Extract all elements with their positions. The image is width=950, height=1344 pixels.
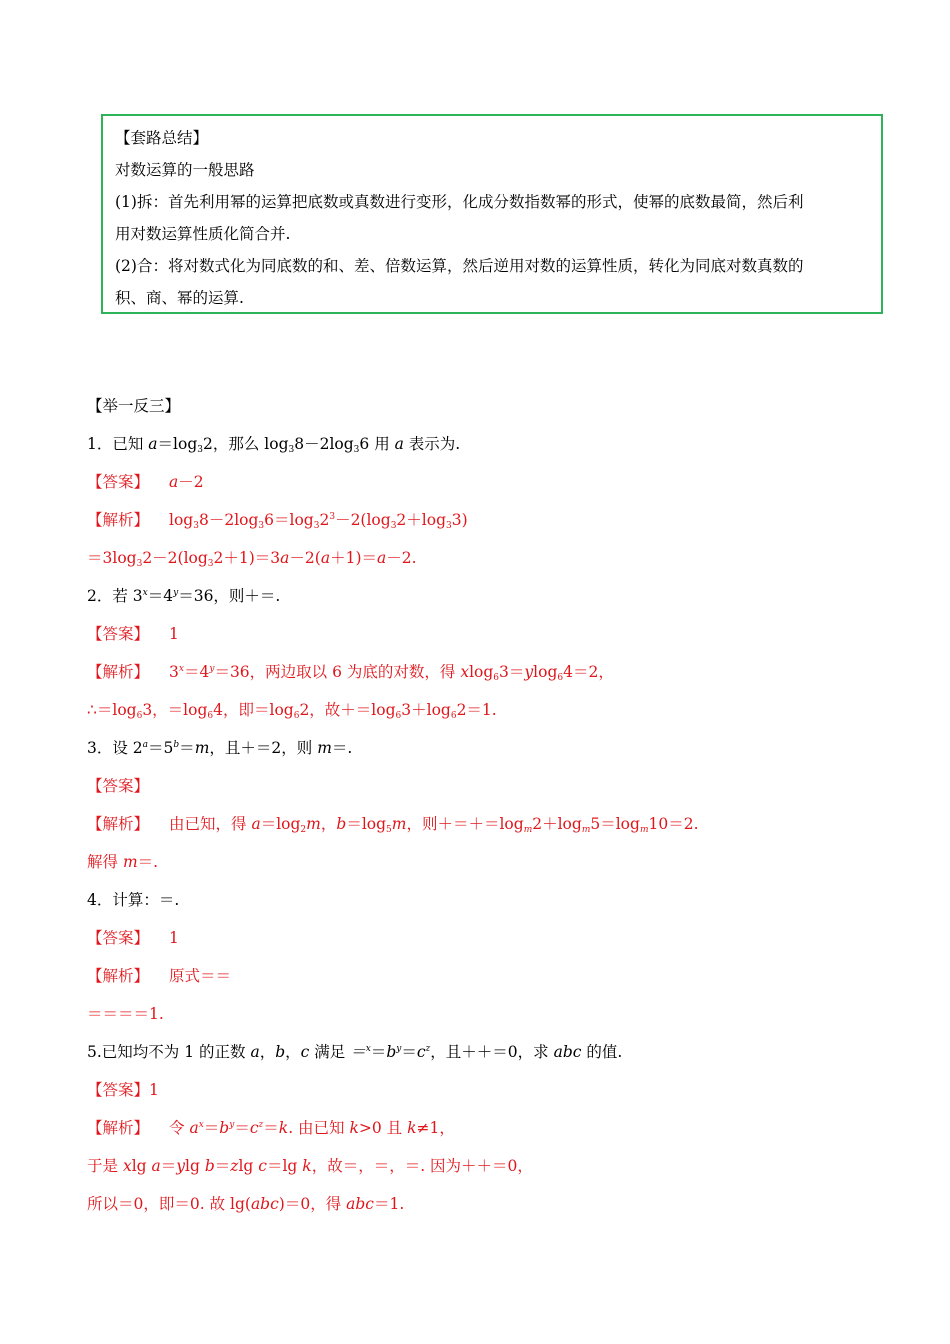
question-1: 1．已知 $a=\log_32$，那么 $\log_38-2\log_36$ 用 a 表示为.: [87, 435, 461, 455]
answer-label: 【答案】: [87, 777, 150, 795]
summary-box: [101, 114, 883, 314]
answer-3: [87, 776, 149, 796]
analysis-label: 【解析】: [87, 815, 150, 833]
answer-label: 【答案】: [87, 473, 150, 491]
summary-subtitle: 对数运算的一般思路: [115, 161, 255, 179]
answer-2: 【答案】 1: [87, 625, 179, 643]
answer-4: 【答案】 1: [87, 929, 179, 947]
analysis-4-line-1: 【解析】 原式＝＝: [87, 967, 232, 985]
summary-heading: 【套路总结】: [115, 129, 209, 147]
analysis-4-line-2: ＝＝＝＝1.: [87, 1005, 164, 1023]
question-3: 3．设 $2^a=5^b=m$，且＋＝2，则 m＝.: [87, 739, 353, 757]
summary-point-2b: 积、商、幂的运算.: [115, 289, 244, 307]
summary-point-2a: (2)合：将对数式化为同底数的和、差、倍数运算，然后逆用对数的运算性质，转化为同底对数真数的: [115, 257, 804, 275]
answer-label: 【答案】: [87, 929, 150, 947]
analysis-1-line-2: $=3\log_32-2(\log_32+1)=3a-2(a+1)=a-2$.: [87, 549, 417, 569]
answer-label: 【答案】: [87, 625, 150, 643]
analysis-2-line-2: $\therefore=\log_63$，$=\log_64$，即$=\log_62$，故$+=\log_63+\log_62=1$.: [87, 701, 497, 721]
answer-1: 【答案】 a－2: [87, 473, 204, 491]
analysis-label: 【解析】: [87, 967, 150, 985]
section-title: 【举一反三】: [87, 397, 181, 415]
question-5: 5.已知均不为 1 的正数 a，b，c 满足 $=^x=b^y=c^z$，且＋＋＝0，求 abc 的值.: [87, 1043, 623, 1061]
question-4: 4．计算：＝.: [87, 891, 180, 909]
analysis-5-line-2: 于是 xlg a＝ylg b＝zlg c＝lg k，故＝，＝，＝. 因为＋＋＝0，: [87, 1157, 533, 1175]
question-2: 2．若 $3^x=4^y=36$，则＋＝.: [87, 587, 281, 605]
analysis-5-line-1: 【解析】 令 $a^x=b^y=c^z=k$. 由已知 k>0 且 k≠1，: [87, 1119, 455, 1137]
analysis-label: 【解析】: [87, 663, 150, 681]
analysis-2-line-1: 【解析】 $3^x=4^y=36$，两边取以 6 为底的对数，得 xlog$_6$3＝ylog$_6$4＝2，: [87, 663, 614, 683]
analysis-label: 【解析】: [87, 1119, 150, 1137]
summary-point-1a: (1)拆：首先利用幂的运算把底数或真数进行变形，化成分数指数幂的形式，使幂的底数最简，然后利: [115, 193, 804, 211]
analysis-label: 【解析】: [87, 511, 150, 529]
answer-5: 【答案】1: [87, 1081, 159, 1099]
summary-point-1b: 用对数运算性质化简合并.: [115, 225, 291, 243]
analysis-1-line-1: 【解析】 $\log_38-2\log_36=\log_32^3-2(\log_32+\log_33)$: [87, 511, 468, 531]
answer-label: 【答案】: [87, 1081, 150, 1099]
analysis-5-line-3: 所以＝0，即＝0. 故 lg(abc)＝0，得 abc＝1.: [87, 1195, 405, 1213]
analysis-3-line-2: 解得 m＝.: [87, 853, 159, 871]
analysis-3-line-1: 【解析】 由已知，得 $a=\log_2m$，$b=\log_5m$，则$+=+=\log_m2+\log_m5=\log_m10=2$.: [87, 815, 699, 835]
